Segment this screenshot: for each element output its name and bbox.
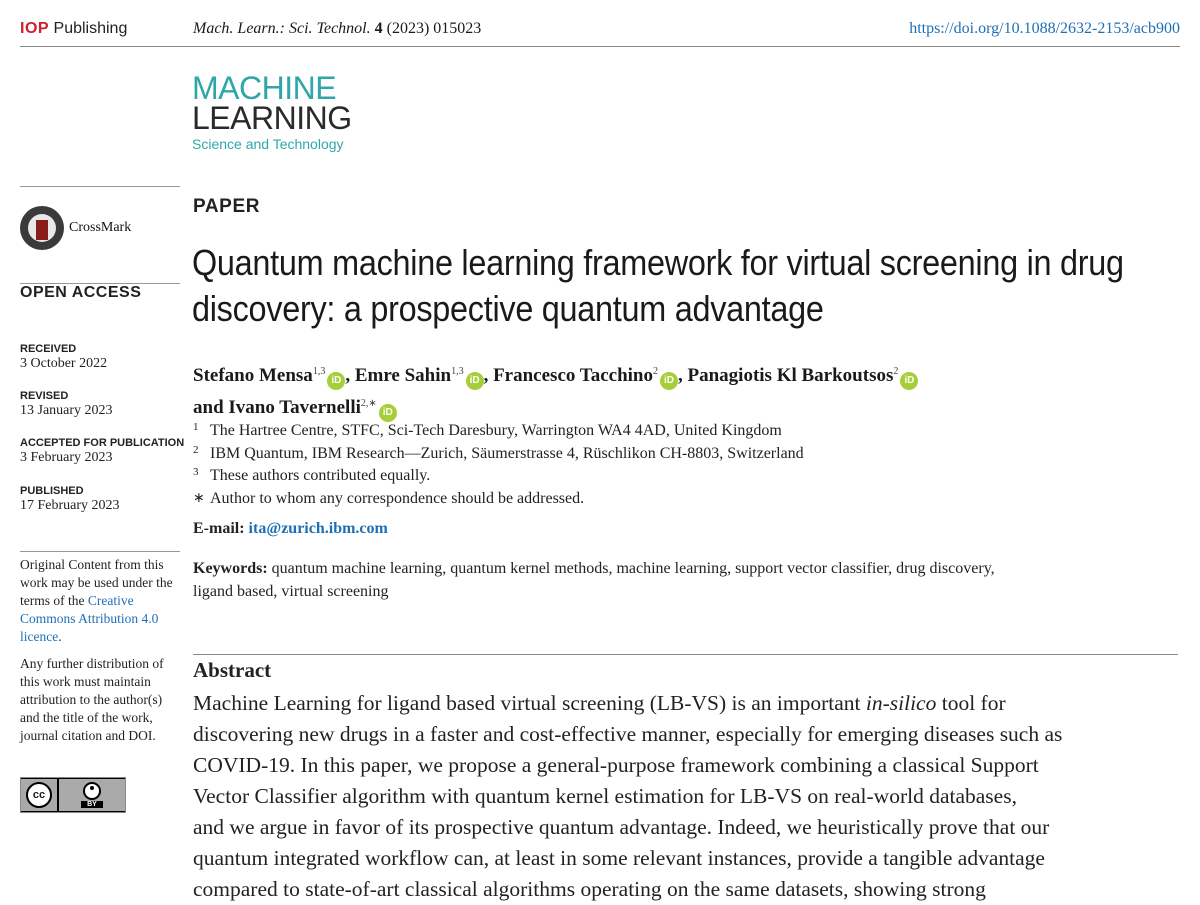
author-line-1 [193,358,1183,390]
author-name[interactable]: Panagiotis Kl Barkoutsos [687,365,894,386]
journal-logo [192,70,352,153]
affiliation-row [193,465,804,488]
author-affiliation-sup: 2 [893,366,899,377]
keywords-label: Keywords: [193,560,268,577]
date-received [20,343,107,372]
licence-text: Original Content from this work may be used under the terms of the [20,557,173,608]
author-affiliation-sup: 1,3 [451,366,464,377]
email-label: E-mail: [193,520,245,537]
licence-statement [20,556,182,646]
affiliation-number: 1 [193,421,199,433]
keywords [193,558,1153,603]
attribution-person-icon [83,782,101,800]
crossmark-icon [20,206,64,250]
affiliation-row [193,420,804,443]
keywords-line-1: quantum machine learning, quantum kernel methods, machine learning, support vector classifier, drug discovery, [271,560,995,577]
header-divider [20,46,1180,47]
abstract-text: Machine Learning for ligand based virtual screening (LB-VS) is an important [193,691,861,715]
journal-abbrev: Mach. Learn.: Sci. Technol. [193,20,371,37]
orcid-icon[interactable]: iD [466,372,484,390]
affiliation-number: ∗ [193,490,205,506]
author-name[interactable]: Emre Sahin [354,365,452,386]
affiliation-row [193,443,804,466]
author-name[interactable]: and Ivano Tavernelli [193,397,361,418]
cc-icon: cc [26,782,52,808]
date-label: RECEIVED [20,343,77,355]
abstract-line: quantum integrated workflow can, at least in some relevant instances, provide a tangible advantage [193,846,1045,870]
affiliation-text: Author to whom any correspondence should be addressed. [210,489,585,507]
author-name[interactable]: Stefano Mensa [193,365,313,386]
affiliation-row [193,488,804,511]
abstract-body [193,688,1183,905]
abstract-heading: Abstract [193,658,272,682]
logo-line-machine: MACHINE [192,70,337,106]
date-value: 17 February 2023 [20,498,120,513]
article-type-label: PAPER [193,196,261,217]
logo-line-learning: LEARNING [192,100,352,136]
publishing-word: Publishing [53,20,128,37]
author-name[interactable]: Francesco Tacchino [493,365,653,386]
abstract-line: and we argue in favor of its prospective quantum advantage. Indeed, we heuristically prove that our [193,815,1050,839]
abstract-emphasis: in-silico [865,691,937,715]
title-line-1: Quantum machine learning framework for virtual screening in drug [192,242,1124,283]
author-affiliation-sup: 2,∗ [360,398,377,409]
abstract-text: tool for [941,691,1006,715]
further-distribution-text: Any further distribution of this work must maintain attribution to the author(s) and the title of the work, journal citation and DOI. [20,656,164,743]
keywords-line-2: ligand based, virtual screening [193,582,389,600]
licence-end: . [58,629,62,644]
affiliation-text: These authors contributed equally. [210,467,431,484]
date-value: 3 February 2023 [20,450,113,465]
by-label: BY [81,801,103,808]
affiliation-number: 2 [193,443,199,456]
author-affiliation-sup: 2 [653,366,658,377]
journal-year-article: (2023) 015023 [386,20,482,37]
email-link[interactable]: ita@zurich.ibm.com [248,520,388,537]
date-value: 13 January 2023 [20,403,113,418]
corresponding-email [193,520,388,538]
orcid-icon[interactable]: iD [900,372,918,390]
crossmark-label: CrossMark [69,220,132,235]
abstract-line [193,688,1183,719]
sidebar-divider-top [20,186,180,187]
author-separator: , [345,365,355,386]
date-published [20,485,120,514]
date-label: PUBLISHED [20,485,84,497]
author-separator: , [678,365,688,386]
author-line-2 [193,390,1183,422]
date-accepted [20,437,184,466]
date-label: ACCEPTED FOR PUBLICATION [20,437,185,449]
date-value: 3 October 2022 [20,356,108,371]
affiliation-text: The Hartree Centre, STFC, Sci-Tech Daresbury, Warrington WA4 4AD, United Kingdom [210,422,782,439]
journal-volume: 4 [374,20,383,37]
abstract-line: COVID-19. In this paper, we propose a general-purpose framework combining a classical Support [193,753,1039,777]
cc-by-licence-icon[interactable] [20,777,126,813]
sidebar-divider-licence [20,551,180,552]
author-affiliation-sup: 1,3 [312,366,326,377]
date-label: REVISED [20,390,69,402]
affiliation-number: 3 [193,466,199,478]
iop-brand: IOP [20,20,50,37]
abstract-line: compared to state-of-art classical algorithms operating on the same datasets, showing strong [193,877,986,901]
affiliation-text: IBM Quantum, IBM Research—Zurich, Säumerstrasse 4, Rüschlikon CH-8803, Switzerland [210,444,804,462]
crossmark-button[interactable] [20,206,131,250]
publisher-logo[interactable] [20,20,127,38]
orcid-icon[interactable]: iD [660,372,678,390]
orcid-icon[interactable]: iD [379,404,397,422]
journal-citation [193,20,481,38]
abstract-divider [193,654,1178,655]
open-access-label: OPEN ACCESS [20,284,142,301]
abstract-line: discovering new drugs in a faster and cost-effective manner, especially for emerging diseases such as [193,722,1063,746]
date-revised [20,390,113,419]
cc-licence-link[interactable]: Creative Commons Attribution 4.0 licence [20,593,159,644]
doi-link[interactable]: https://doi.org/10.1088/2632-2153/acb900 [909,20,1180,37]
author-separator: , [483,365,494,386]
author-list [193,358,1183,422]
abstract-line: Vector Classifier algorithm with quantum kernel estimation for LB-VS on real-world databases, [193,784,1017,808]
orcid-icon[interactable]: iD [327,372,345,390]
title-line-2: discovery: a prospective quantum advantage [192,288,824,329]
article-title [192,240,1124,332]
logo-line-subtitle: Science and Technology [192,136,344,152]
affiliations [193,420,804,510]
